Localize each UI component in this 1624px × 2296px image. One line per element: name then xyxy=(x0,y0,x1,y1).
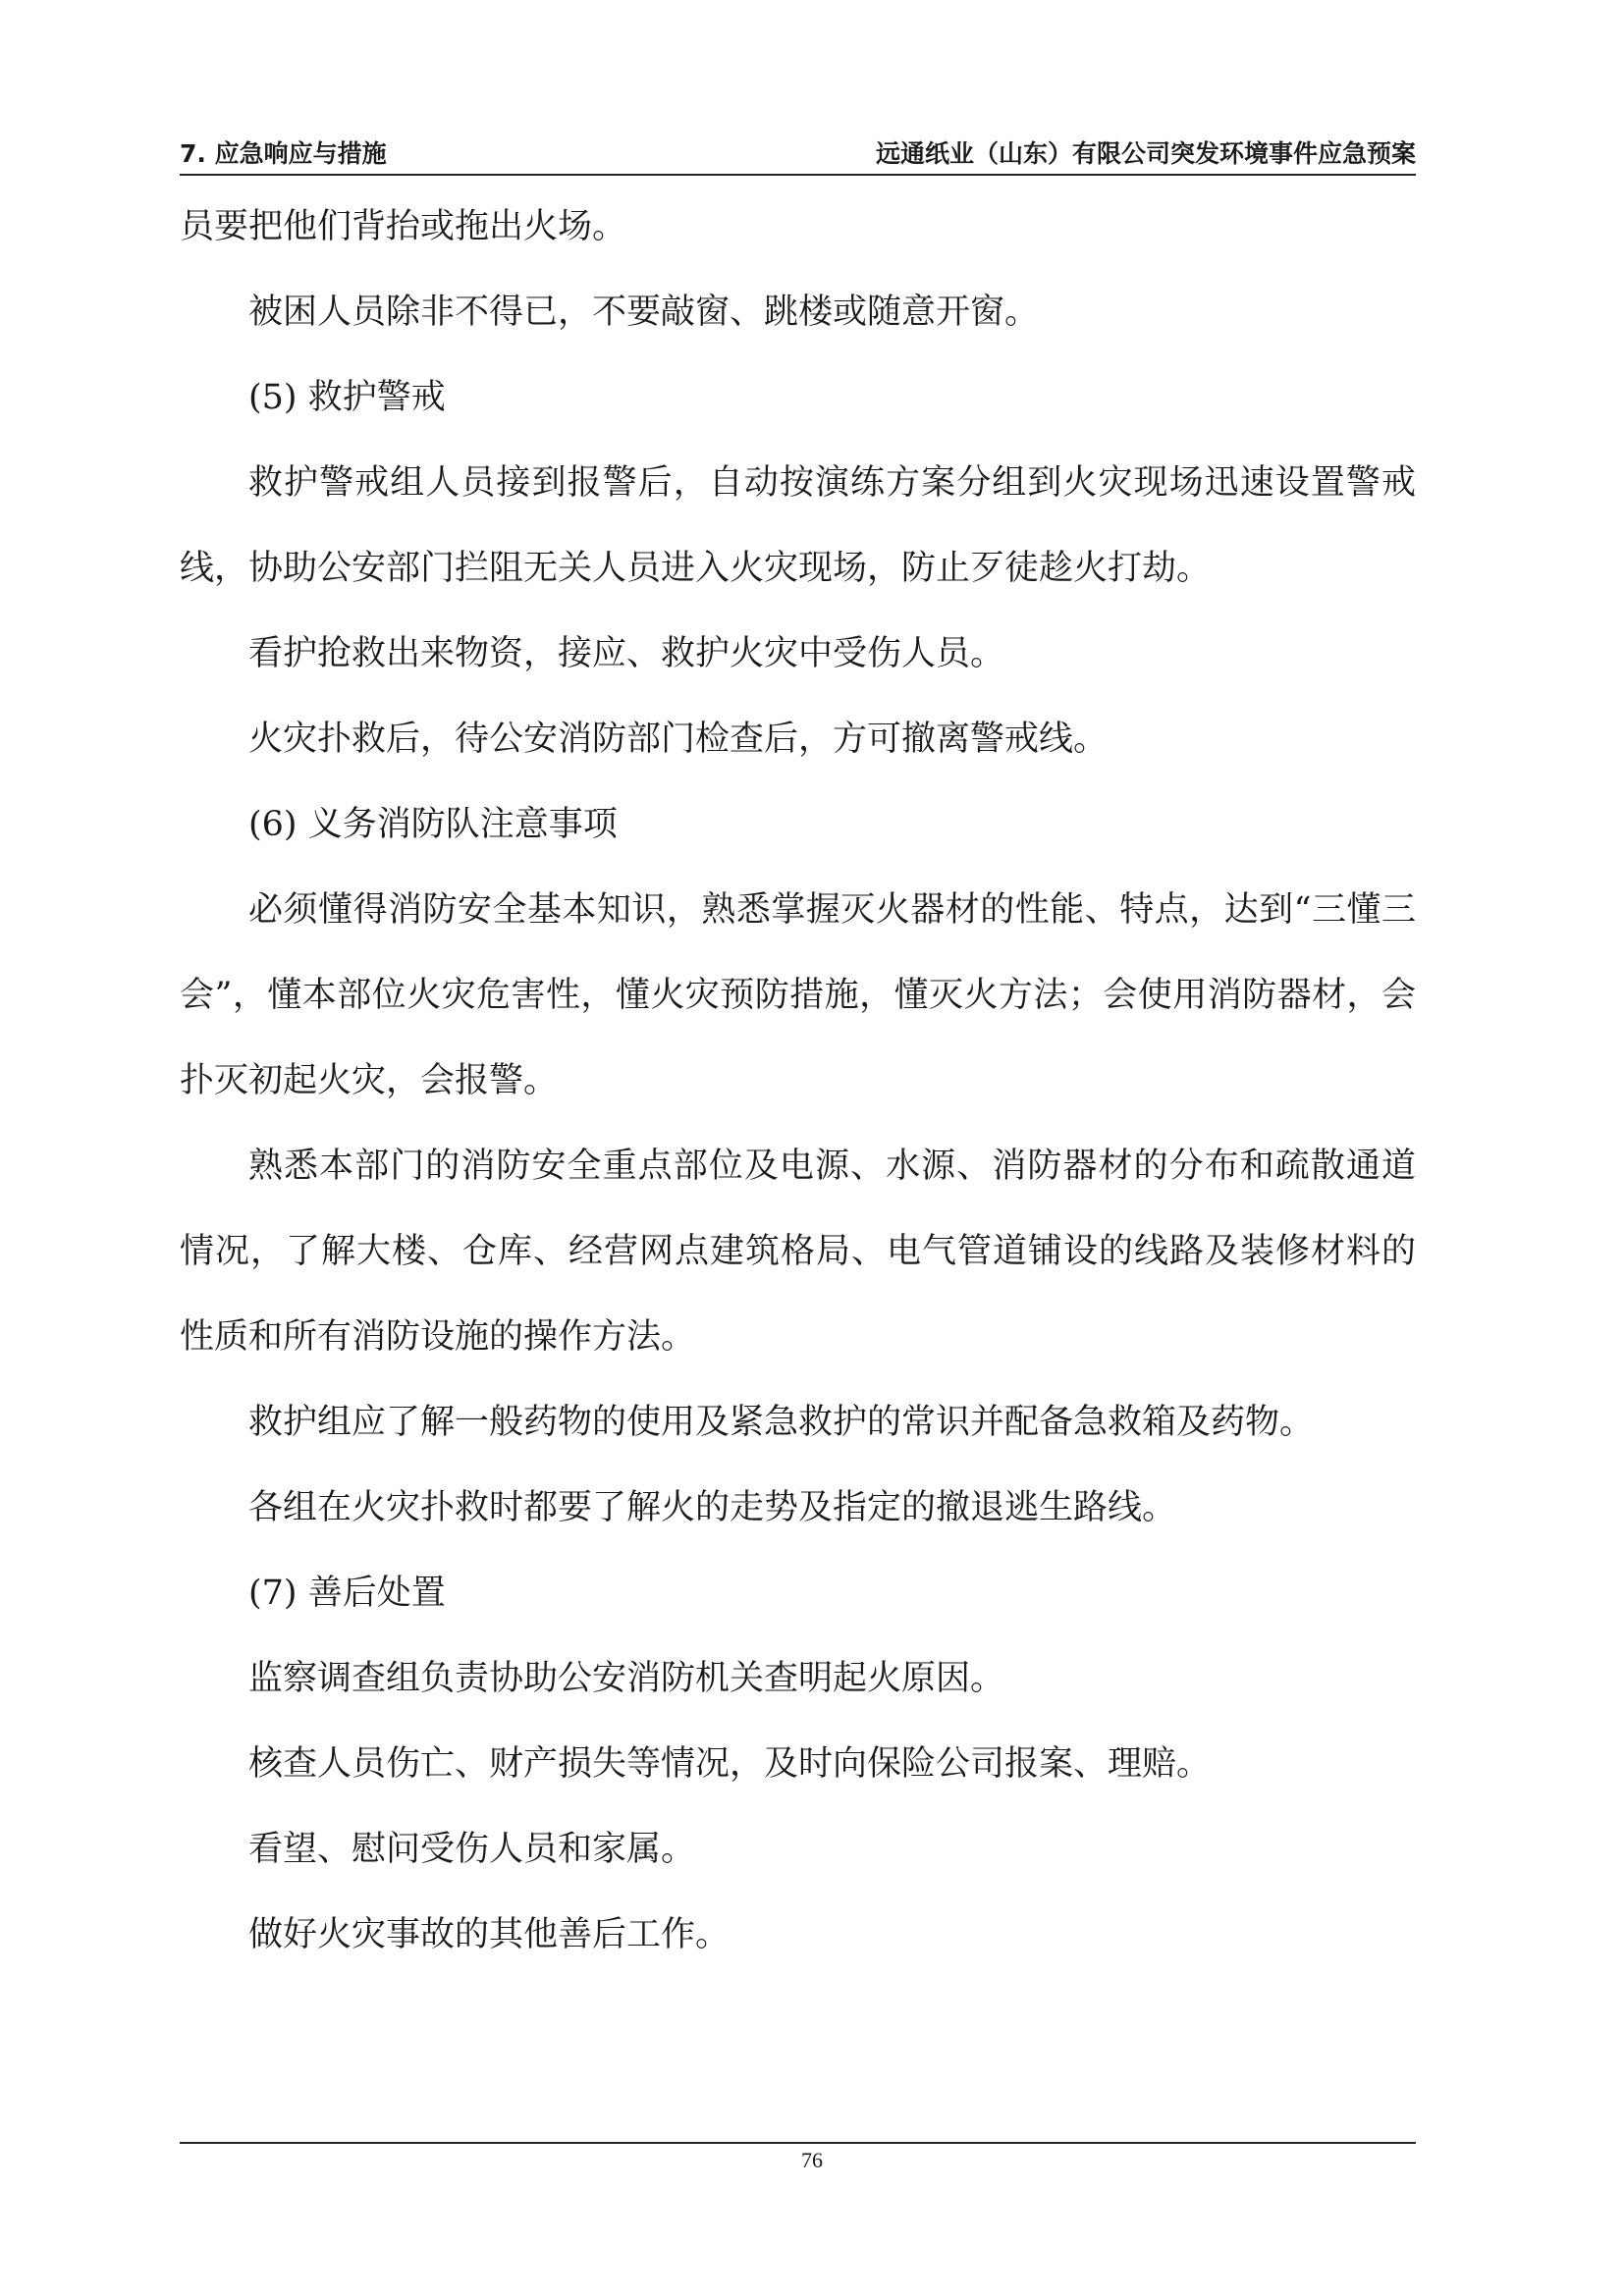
footer-divider xyxy=(180,2142,1416,2144)
paragraph: 看望、慰问受伤人员和家属。 xyxy=(248,1830,696,1869)
document-body xyxy=(180,185,1416,1978)
paragraph-continuation: 员要把他们背抬或拖出火场。 xyxy=(180,207,627,246)
paragraph: 火灾扑救后，待公安消防部门检查后，方可撤离警戒线。 xyxy=(248,720,1109,759)
subheading-aftermath: (7) 善后处置 xyxy=(248,1574,446,1613)
paragraph: 做好火灾事故的其他善后工作。 xyxy=(248,1915,731,1954)
subheading-rescue-guard: (5) 救护警戒 xyxy=(248,378,446,417)
paragraph: 被困人员除非不得已，不要敲窗、跳楼或随意开窗。 xyxy=(248,293,1040,332)
paragraph: 救护组应了解一般药物的使用及紧急救护的常识并配备急救箱及药物。 xyxy=(248,1403,1315,1442)
paragraph: 各组在火灾扑救时都要了解火的走势及指定的撤退逃生路线。 xyxy=(248,1488,1177,1527)
paragraph: 必须懂得消防安全基本知识，熟悉掌握灭火器材的性能、特点，达到“三懂三会”，懂本部位火灾危害性，懂火灾预防措施，懂灭火方法；会使用消防器材，会扑灭初起火灾，会报警。 xyxy=(180,890,1416,1100)
subheading-volunteer-fire-brigade: (6) 义务消防队注意事项 xyxy=(248,805,618,844)
paragraph: 核查人员伤亡、财产损失等情况，及时向保险公司报案、理赔。 xyxy=(248,1744,1212,1784)
paragraph: 看护抢救出来物资，接应、救护火灾中受伤人员。 xyxy=(248,634,1005,673)
paragraph: 监察调查组负责协助公安消防机关查明起火原因。 xyxy=(248,1659,1005,1698)
paragraph: 救护警戒组人员接到报警后，自动按演练方案分组到火灾现场迅速设置警戒线，协助公安部门拦阻无关人员进入火灾现场，防止歹徒趁火打劫。 xyxy=(180,463,1416,588)
header-section-title: 7. 应急响应与措施 xyxy=(180,139,387,168)
paragraph: 熟悉本部门的消防安全重点部位及电源、水源、消防器材的分布和疏散通道情况，了解大楼、仓库、经营网点建筑格局、电气管道铺设的线路及装修材料的性质和所有消防设施的操作方法。 xyxy=(180,1147,1416,1357)
header-document-title: 远通纸业（山东）有限公司突发环境事件应急预案 xyxy=(875,139,1416,168)
page-header xyxy=(180,133,1416,176)
page-number: 76 xyxy=(801,2148,823,2172)
